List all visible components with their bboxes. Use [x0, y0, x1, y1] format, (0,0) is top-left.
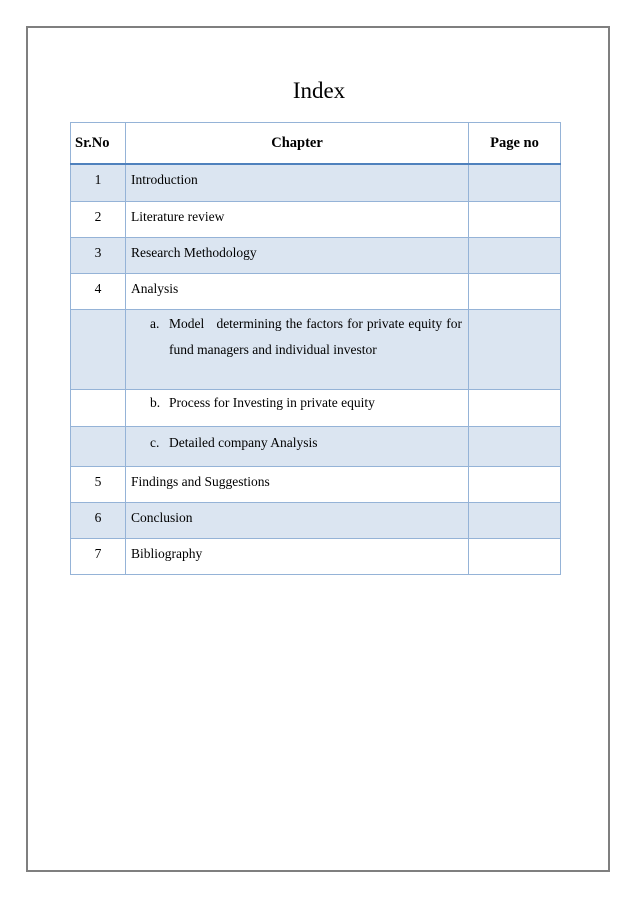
- row-page: [469, 202, 561, 238]
- row-sr: 7: [71, 539, 126, 575]
- subrow-text: Model determining the factors for private equity for fund managers and individual investor: [169, 316, 466, 357]
- row-chapter: Findings and Suggestions: [126, 467, 469, 503]
- table-row: [71, 202, 561, 238]
- subrow-page: [469, 390, 561, 427]
- subrow-page: [469, 427, 561, 467]
- row-chapter: Research Methodology: [126, 238, 469, 274]
- header-sr-no: Sr.No: [71, 123, 126, 165]
- table-subrow: [71, 427, 561, 467]
- row-sr: 1: [71, 164, 126, 202]
- table-subrow: [71, 390, 561, 427]
- subrow-chapter: [126, 427, 469, 467]
- subrow-sr: [71, 310, 126, 390]
- table-header-row: [71, 123, 561, 165]
- subrow-text: Detailed company Analysis: [169, 435, 318, 450]
- table-row: [71, 274, 561, 310]
- header-page-no: Page no: [469, 123, 561, 165]
- table-row: [71, 539, 561, 575]
- table-row: [71, 164, 561, 202]
- row-page: [469, 164, 561, 202]
- subrow-page: [469, 310, 561, 390]
- row-chapter: Introduction: [126, 164, 469, 202]
- subrow-item: [126, 390, 468, 416]
- subrow-label: b.: [150, 395, 161, 410]
- subrow-label: a.: [150, 316, 160, 331]
- row-page: [469, 238, 561, 274]
- row-page: [469, 467, 561, 503]
- table-row: [71, 467, 561, 503]
- subrow-label: c.: [150, 435, 160, 450]
- row-chapter: Bibliography: [126, 539, 469, 575]
- table-row: [71, 503, 561, 539]
- subrow-item: [126, 430, 468, 456]
- subrow-text: Process for Investing in private equity: [169, 395, 375, 410]
- row-chapter: Conclusion: [126, 503, 469, 539]
- table-subrow: [71, 310, 561, 390]
- subrow-sr: [71, 390, 126, 427]
- row-sr: 6: [71, 503, 126, 539]
- table-row: [71, 238, 561, 274]
- index-table: [70, 122, 561, 575]
- row-page: [469, 539, 561, 575]
- row-chapter: Literature review: [126, 202, 469, 238]
- page-title: Index: [292, 78, 346, 103]
- row-chapter: Analysis: [126, 274, 469, 310]
- subrow-sr: [71, 427, 126, 467]
- row-sr: 5: [71, 467, 126, 503]
- row-page: [469, 503, 561, 539]
- subrow-chapter: [126, 310, 469, 390]
- row-sr: 3: [71, 238, 126, 274]
- row-sr: 4: [71, 274, 126, 310]
- header-chapter: Chapter: [126, 123, 469, 165]
- row-sr: 2: [71, 202, 126, 238]
- subrow-item: [126, 311, 468, 363]
- row-page: [469, 274, 561, 310]
- subrow-chapter: [126, 390, 469, 427]
